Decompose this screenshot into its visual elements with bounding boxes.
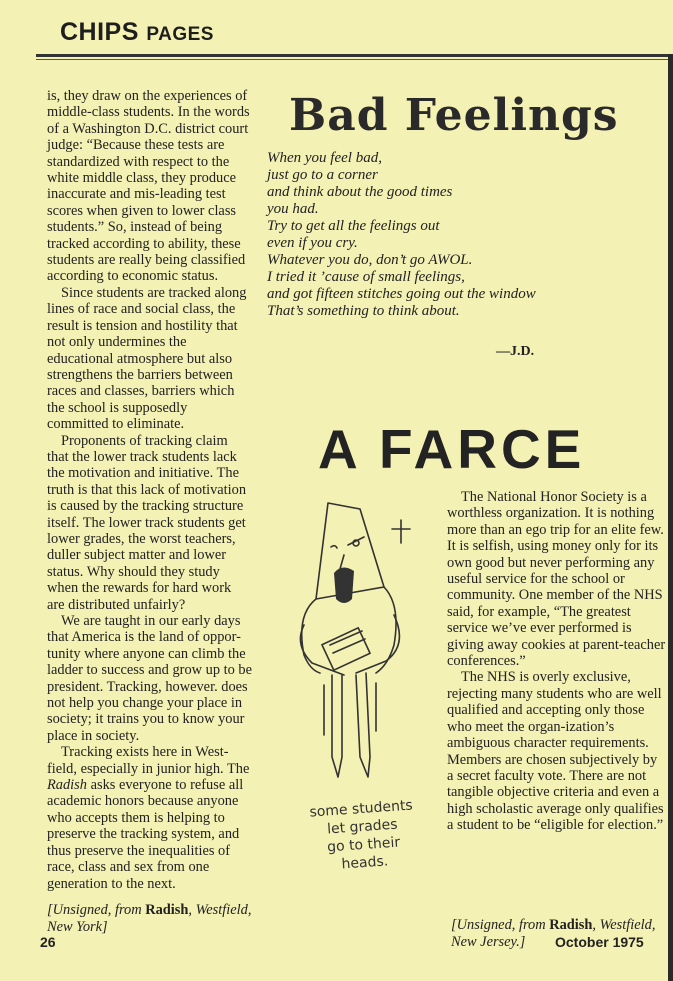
farce-title: A FARCE [318,418,586,480]
cartoon-caption [301,796,426,876]
masthead-big: CHIPS [60,18,139,46]
article-paragraph: We are taught in our early days that America is the land of oppor-tunity where anyone can climb the ladder to success and grow up to be president. Tracking, however. does not help you change your place in society; it trains you to know your place in society. [47,613,253,744]
header-rule-thin [36,59,668,60]
article-paragraph: The National Honor Society is a worthless organization. It is nothing more than an ego trip for an elite few. It is selfish, using money only for its own good but never performing any useful service for the school or community. One member of the NHS said, for example, “The greatest service we’ve ever performed is giving away cookies at parent-teacher conferences.” [447,489,666,670]
citation-text: , Westfield, New York] [47,902,252,935]
tracking-article [47,88,252,892]
article-paragraph: is, they draw on the experiences of middle-class students. In the words of a Washington D.C. district court judge: “Because these tests are standardized with respect to the white middle class, they produce inaccurate and mis-leading test scores when given to lower class students.” So, instead of being tracked according to ability, these students are really being classified according to economic status. [47,88,250,285]
poem-line: and got fifteen stitches going out the window [267,286,536,302]
poem-line: you had. [267,201,319,217]
caption-line: some students [308,797,414,821]
header-rule [36,54,668,57]
poem-line: I tried it ’cause of small feelings, [267,269,465,285]
page-edge-bar [668,54,673,981]
citation-paper: Radish [145,902,189,918]
caption-line: heads. [341,853,389,873]
poem-line: and think about the good times [267,184,453,200]
poem-body [267,150,647,320]
article-paragraph: The NHS is overly exclusive, rejecting many students who are well qualified and accepting only those who meet the organ-ization’s ambiguous character requirements. Members are chosen subjectively by a secret faculty vote. There are not tangible objective criteria and even a high scholastic average only qualifies a student to be “eligible for election.” [447,669,664,834]
article-paragraph [47,744,252,892]
paragraph-text: asks everyone to refuse all academic honors because anyone who accepts them is helping to preserve the tracking system, and thus preserve the inequalities of race, class and sex from one generation to the next. [47,777,244,892]
article-paragraph: Since students are tracked along lines of race and social class, the result is tension and hostility that not only undermines the educational atmosphere but also strengthens the barriers between races and classes, barriers which the school is supposedly committed to eliminate. [47,284,247,433]
caption-line: let grades [326,816,399,838]
poem-line: That’s something to think about. [267,303,460,319]
article-paragraph: Proponents of tracking claim that the lower track students lack the motivation and initiative. The truth is that this lack of motivation is caused by the tracking structure itself. The lower track students get lower grades, the worst teachers, duller subject matter and lower status. Why should they study when the rewards for hard work are distributed unfairly? [47,432,247,613]
poem-line: When you feel bad, [267,150,382,166]
paragraph-text: Tracking exists here in West-field, especially in junior high. The [47,744,250,777]
caption-line: go to their [326,834,401,856]
masthead [60,18,214,47]
page-number: 26 [40,934,56,950]
left-citation [47,902,257,936]
poem-line: even if you cry. [267,235,358,251]
cartoon-figure [276,495,426,795]
citation-text: [Unsigned, from [451,917,550,933]
poem-signature: —J.D. [496,344,535,359]
citation-paper: Radish [549,917,593,933]
paper-name: Radish [47,777,87,794]
poem-line: just go to a corner [267,167,378,183]
farce-article [447,489,667,834]
poem-title: Bad Feelings [289,90,619,141]
masthead-small: PAGES [146,24,214,45]
citation-text: [Unsigned, from [47,902,146,918]
poem-line: Whatever you do, don’t go AWOL. [267,252,473,268]
poem-line: Try to get all the feelings out [267,218,440,234]
citation-text: , Westfield, New Jersey.] [451,917,656,950]
issue-date: October 1975 [555,934,644,950]
